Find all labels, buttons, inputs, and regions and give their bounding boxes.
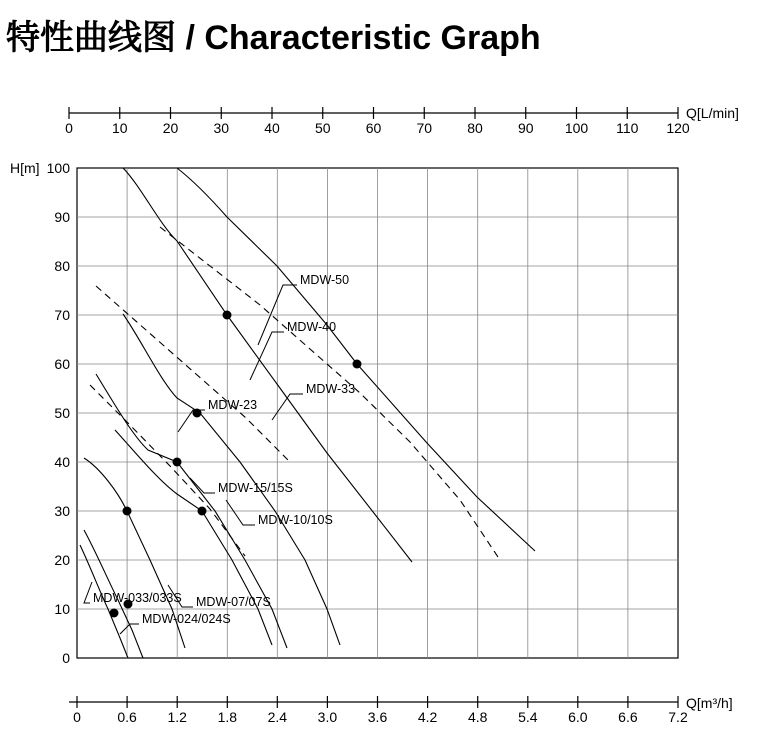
x-top-tick-20: 20 (162, 120, 179, 136)
y-tick-60: 60 (54, 356, 70, 372)
plot-grid (77, 168, 678, 658)
duty-points (110, 311, 362, 618)
x-bottom-tick-06: 0.6 (117, 709, 137, 725)
x-top-tick-90: 90 (517, 120, 534, 136)
x-bottom-tick-72: 7.2 (668, 709, 688, 725)
series-label-mdw-40: MDW-40 (287, 320, 337, 334)
series-label-mdw-033: MDW-033/033S (93, 591, 182, 605)
x-top-tick-30: 30 (213, 120, 230, 136)
annotation-leaders (84, 285, 303, 634)
series-label-mdw-33: MDW-33 (306, 382, 356, 396)
x-bottom-tick-12: 1.2 (167, 709, 187, 725)
x-top-tick-10: 10 (111, 120, 128, 136)
series-label-mdw-024: MDW-024/024S (142, 612, 231, 626)
leader-mdw-033 (84, 582, 92, 603)
x-axis-bottom-label: Q[m³/h] (686, 695, 733, 711)
x-top-tick-40: 40 (264, 120, 280, 136)
x-top-tick-70: 70 (416, 120, 433, 136)
duty-point-mdw-40 (353, 360, 362, 369)
x-top-tick-110: 110 (616, 120, 639, 136)
x-top-tick-60: 60 (365, 120, 382, 136)
x-top-tick-0: 0 (65, 120, 73, 136)
duty-point-mdw-15 (173, 458, 182, 467)
y-tick-100: 100 (46, 160, 70, 176)
x-bottom-tick-24: 2.4 (267, 709, 288, 725)
series-label-mdw-50: MDW-50 (300, 273, 350, 287)
page-title: 特性曲线图 / Characteristic Graph (6, 19, 541, 57)
x-top-tick-50: 50 (314, 120, 331, 136)
y-tick-70: 70 (54, 307, 70, 323)
y-tick-10: 10 (54, 601, 70, 617)
x-bottom-tick-30: 3.0 (317, 709, 338, 725)
series-label-mdw-23: MDW-23 (208, 398, 258, 412)
y-axis-label: H[m] (10, 160, 40, 176)
y-tick-20: 20 (54, 552, 70, 568)
x-bottom-tick-66: 6.6 (618, 709, 638, 725)
x-bottom-tick-54: 5.4 (518, 709, 538, 725)
leader-mdw-40 (250, 332, 284, 380)
x-bottom-tick-36: 3.6 (367, 709, 388, 725)
x-top-tick-80: 80 (467, 120, 483, 136)
duty-point-mdw-10 (198, 507, 207, 516)
curve-mdw-33-alt (96, 286, 290, 462)
leader-mdw-33 (272, 394, 303, 420)
series-label-mdw-15: MDW-15/15S (218, 481, 293, 495)
x-bottom-tick-18: 1.8 (217, 709, 238, 725)
duty-point-mdw-50 (223, 311, 232, 320)
x-axis-top (65, 105, 739, 136)
y-tick-0: 0 (62, 650, 70, 666)
x-top-tick-100: 100 (564, 120, 589, 136)
y-tick-80: 80 (54, 258, 70, 274)
y-tick-90: 90 (54, 209, 70, 225)
leader-mdw-10 (226, 500, 255, 525)
curve-mdw-50 (123, 168, 412, 562)
x-bottom-tick-0: 0 (73, 709, 81, 725)
series-label-mdw-07: MDW-07/07S (196, 595, 271, 609)
y-axis (10, 160, 70, 666)
x-bottom-tick-42: 4.2 (417, 709, 438, 725)
y-tick-50: 50 (54, 405, 70, 421)
x-axis-bottom (69, 695, 733, 725)
x-top-tick-120: 120 (666, 120, 690, 136)
duty-point-mdw-07 (123, 507, 132, 516)
duty-point-mdw-024 (110, 609, 119, 618)
y-tick-40: 40 (54, 454, 70, 470)
series-label-mdw-10: MDW-10/10S (258, 513, 333, 527)
x-axis-top-label: Q[L/min] (686, 105, 739, 121)
x-bottom-tick-48: 4.8 (467, 709, 488, 725)
x-bottom-tick-60: 6.0 (568, 709, 588, 725)
y-tick-30: 30 (54, 503, 70, 519)
